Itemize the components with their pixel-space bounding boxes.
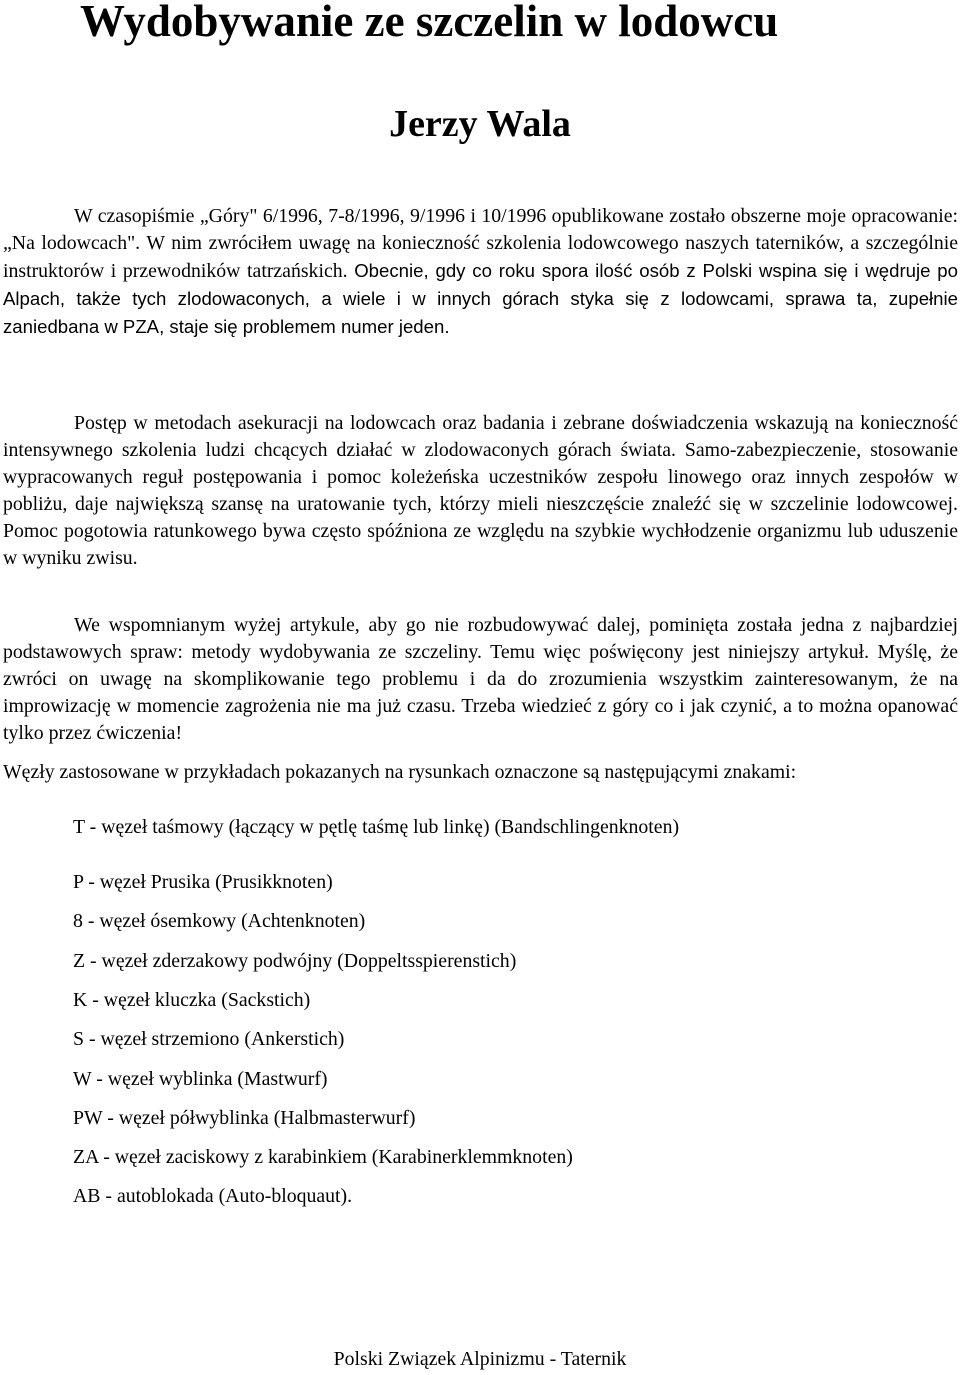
legend-item: W - węzeł wyblinka (Mastwurf)	[73, 1068, 328, 1090]
legend-item: 8 - węzeł ósemkowy (Achtenknoten)	[73, 910, 366, 932]
paragraph-intro-sans: Obecnie, gdy co roku spora ilość osób z Polski wspina się i wędruje po Alpach, także tych zlodowaconych, a wiele i w innych górach styka się z lodowcami, sprawa ta, zupełnie zaniedbana w PZA, staje się problemem numer jeden.	[3, 260, 958, 337]
legend-item: Z - węzeł zderzakowy podwójny (Doppeltsspierenstich)	[73, 950, 517, 972]
legend-item: K - węzeł kluczka (Sackstich)	[73, 989, 311, 1011]
document-title: Wydobywanie ze szczelin w lodowcu	[80, 0, 779, 46]
paragraph-knots-intro: Węzły zastosowane w przykładach pokazanych na rysunkach oznaczone są następującymi znakami:	[3, 761, 797, 783]
author-name: Jerzy Wala	[389, 103, 571, 145]
legend-item: T - węzeł taśmowy (łączący w pętlę taśmę lub linkę) (Bandschlingenknoten)	[73, 816, 680, 838]
legend-item: PW - węzeł półwyblinka (Halbmasterwurf)	[73, 1107, 416, 1129]
paragraph-purpose: We wspomnianym wyżej artykule, aby go nie rozbudowywać dalej, pominięta została jedna z najbardziej podstawowych spraw: metody wydobywania ze szczeliny. Temu więc poświęcony jest niniejszy artykuł. Myślę, że zwróci on uwagę na skomplikowanie tego problemu i da do zrozumienia wszystkim zainteresowanym, że na improwizację w momencie zagrożenia nie ma już czasu. Trzeba wiedzieć z góry co i jak czynić, a to można opanować tylko przez ćwiczenia!	[3, 614, 958, 744]
legend-item: S - węzeł strzemiono (Ankerstich)	[73, 1028, 345, 1050]
legend-item: ZA - węzeł zaciskowy z karabinkiem (Karabinerklemmknoten)	[73, 1146, 573, 1168]
paragraph-training: Postęp w metodach asekuracji na lodowcach oraz badania i zebrane doświadczenia wskazują na konieczność intensywnego szkolenia ludzi chcących działać w zlodowaconych górach świata. Samo-zabezpieczenie, stosowanie wypracowanych reguł postępowania i pomoc koleżeńska uczestników zespołu linowego oraz innych zespołów w pobliżu, daje największą szansę na uratowanie tych, którzy mieli nieszczęście znaleźć się w szczelinie lodowcowej. Pomoc pogotowia ratunkowego bywa często spóźniona ze względu na szybkie wychłodzenie organizmu lub uduszenie w wyniku zwisu.	[3, 412, 958, 569]
legend-item: P - węzeł Prusika (Prusikknoten)	[73, 871, 333, 893]
paragraph-intro-serif: W czasopiśmie „Góry" 6/1996, 7-8/1996, 9/1996 i 10/1996 opublikowane zostało obszerne moje opracowanie: „Na lodowcach". W nim zwróciłem uwagę na konieczność szkolenia lodowcowego naszych taterników, a szczególnie instruktorów i przewodników tatrzańskich.	[3, 205, 958, 282]
legend-item: AB - autoblokada (Auto-bloquaut).	[73, 1185, 353, 1207]
paragraph-intro	[3, 203, 958, 341]
page-footer: Polski Związek Alpinizmu - Taternik	[333, 1348, 627, 1370]
